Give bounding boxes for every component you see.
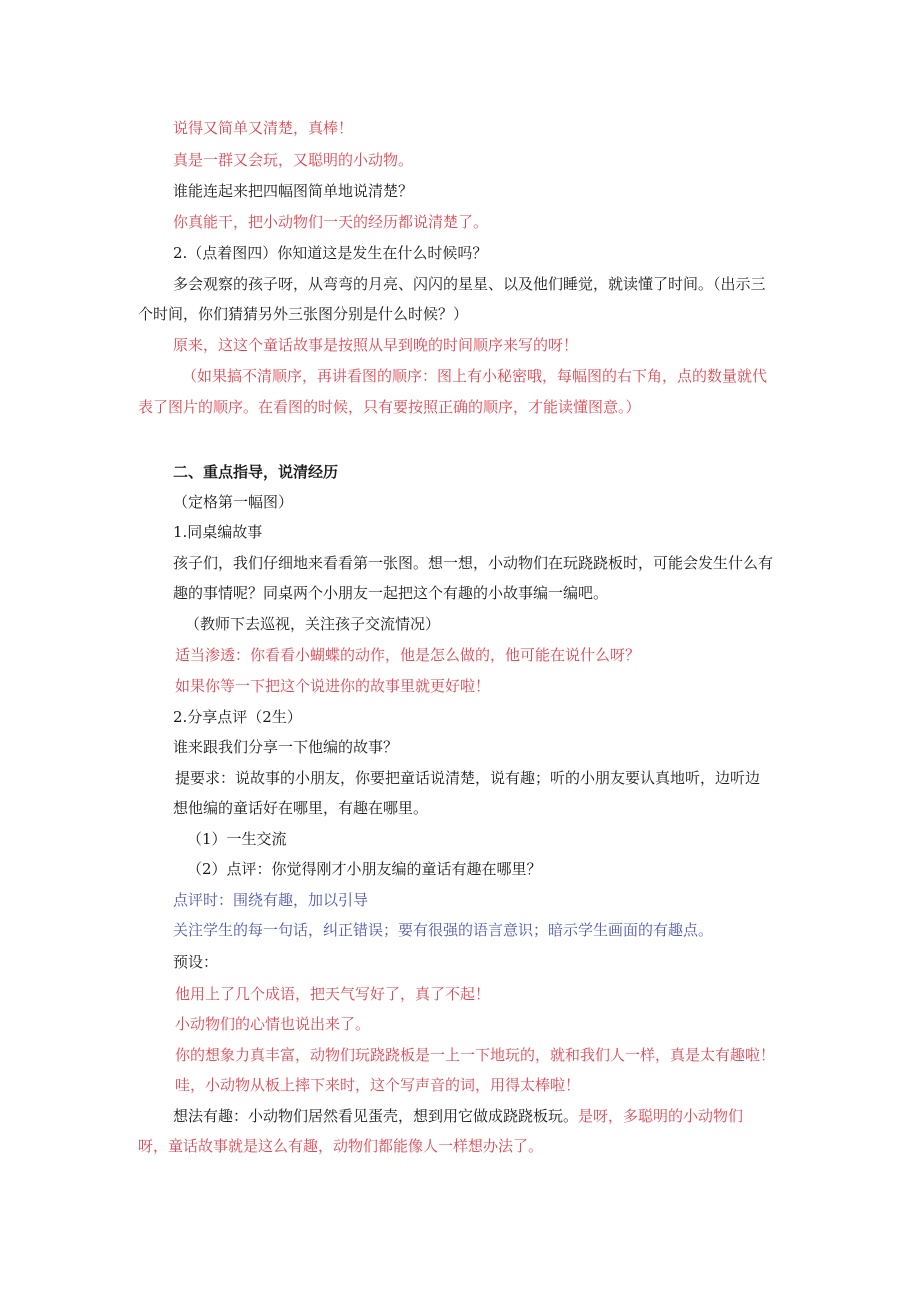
section-heading: 二、重点指导，说清经历 (173, 463, 339, 481)
preset-1: 他用上了几个成语，把天气写好了，真了不起！ (175, 985, 491, 1003)
preset-3: 你的想象力真丰富，动物们玩跷跷板是一上一下地玩的，就和我们人一样，真是太有趣啦！ (175, 1046, 776, 1064)
praise-line-4: 原来，这这个童话故事是按照从早到晚的时间顺序来写的呀！ (173, 336, 579, 354)
praise-line-3: 你真能干，把小动物们一天的经历都说清楚了。 (173, 213, 489, 231)
paragraph-pair-2: 趣的事情呢？同桌两个小朋友一起把这个有趣的小故事编一编吧。 (173, 584, 609, 602)
paragraph-pair-1: 孩子们，我们仔细地来看看第一张图。想一想，小动物们在玩跷跷板时，可能会发生什么有 (173, 554, 774, 572)
sub-step-2: （2）点评：你觉得刚才小朋友编的童话有趣在哪里？ (187, 860, 542, 878)
share-question: 谁来跟我们分享一下他编的故事？ (173, 738, 399, 756)
idea-line-1 (173, 1106, 833, 1126)
note-order-2: 表了图片的顺序。在看图的时候，只有要按照正确的顺序，才能读懂图意。） (138, 398, 641, 416)
step-2-share-heading: 2.分享点评（2生） (173, 708, 302, 726)
comment-note-1: 点评时：围绕有趣，加以引导 (173, 891, 369, 909)
paragraph-time-1: 多会观察的孩子呀，从弯弯的月亮、闪闪的星星、以及他们睡觉，就读懂了时间。（出示三 (173, 275, 766, 293)
comment-note-2: 关注学生的每一句话，纠正错误；要有很强的语言意识；暗示学生画面的有趣点。 (173, 921, 714, 939)
hint-line-2: 如果你等一下把这个说进你的故事里就更好啦！ (175, 677, 491, 695)
step-2-heading: 2.（点着图四）你知道这是发生在什么时候吗？ (173, 244, 488, 262)
praise-line-2: 真是一群又会玩，又聪明的小动物。 (173, 151, 414, 169)
preset-2: 小动物们的心情也说出来了。 (175, 1015, 371, 1033)
requirement-1: 提要求：说故事的小朋友，你要把童话说清楚，说有趣；听的小朋友要认真地听，边听边 (175, 769, 761, 787)
paragraph-time-2: 个时间，你们猜猜另外三张图分别是什么时候？） (138, 305, 469, 323)
freeze-frame-note: （定格第一幅图） (173, 493, 294, 511)
idea-line-2: 呀，童话故事就是这么有趣，动物们都能像人一样想办法了。 (138, 1137, 544, 1155)
hint-line-1: 适当渗透：你看看小蝴蝶的动作，他是怎么做的，他可能在说什么呀？ (175, 646, 641, 664)
teacher-note: （教师下去巡视，关注孩子交流情况） (185, 615, 441, 633)
requirement-2: 想他编的童话好在哪里，有趣在哪里。 (173, 799, 429, 817)
praise-line-1: 说得又简单又清楚，真棒！ (173, 119, 354, 137)
question-line: 谁能连起来把四幅图简单地说清楚？ (173, 182, 414, 200)
note-order-1: （如果搞不清顺序，再讲看图的顺序：图上有小秘密哦，每幅图的右下角，点的数量就代 (182, 367, 768, 385)
preset-4: 哇，小动物从板上摔下来时，这个写声音的词，用得太棒啦！ (175, 1076, 581, 1094)
idea-praise: 是呀，多聪明的小动物们 (578, 1107, 744, 1125)
idea-text: 想法有趣：小动物们居然看见蛋壳，想到用它做成跷跷板玩。 (173, 1107, 579, 1125)
sub-step-1: （1）一生交流 (187, 830, 287, 848)
step-1-heading: 1.同桌编故事 (173, 523, 263, 541)
preset-label: 预设： (173, 953, 219, 971)
